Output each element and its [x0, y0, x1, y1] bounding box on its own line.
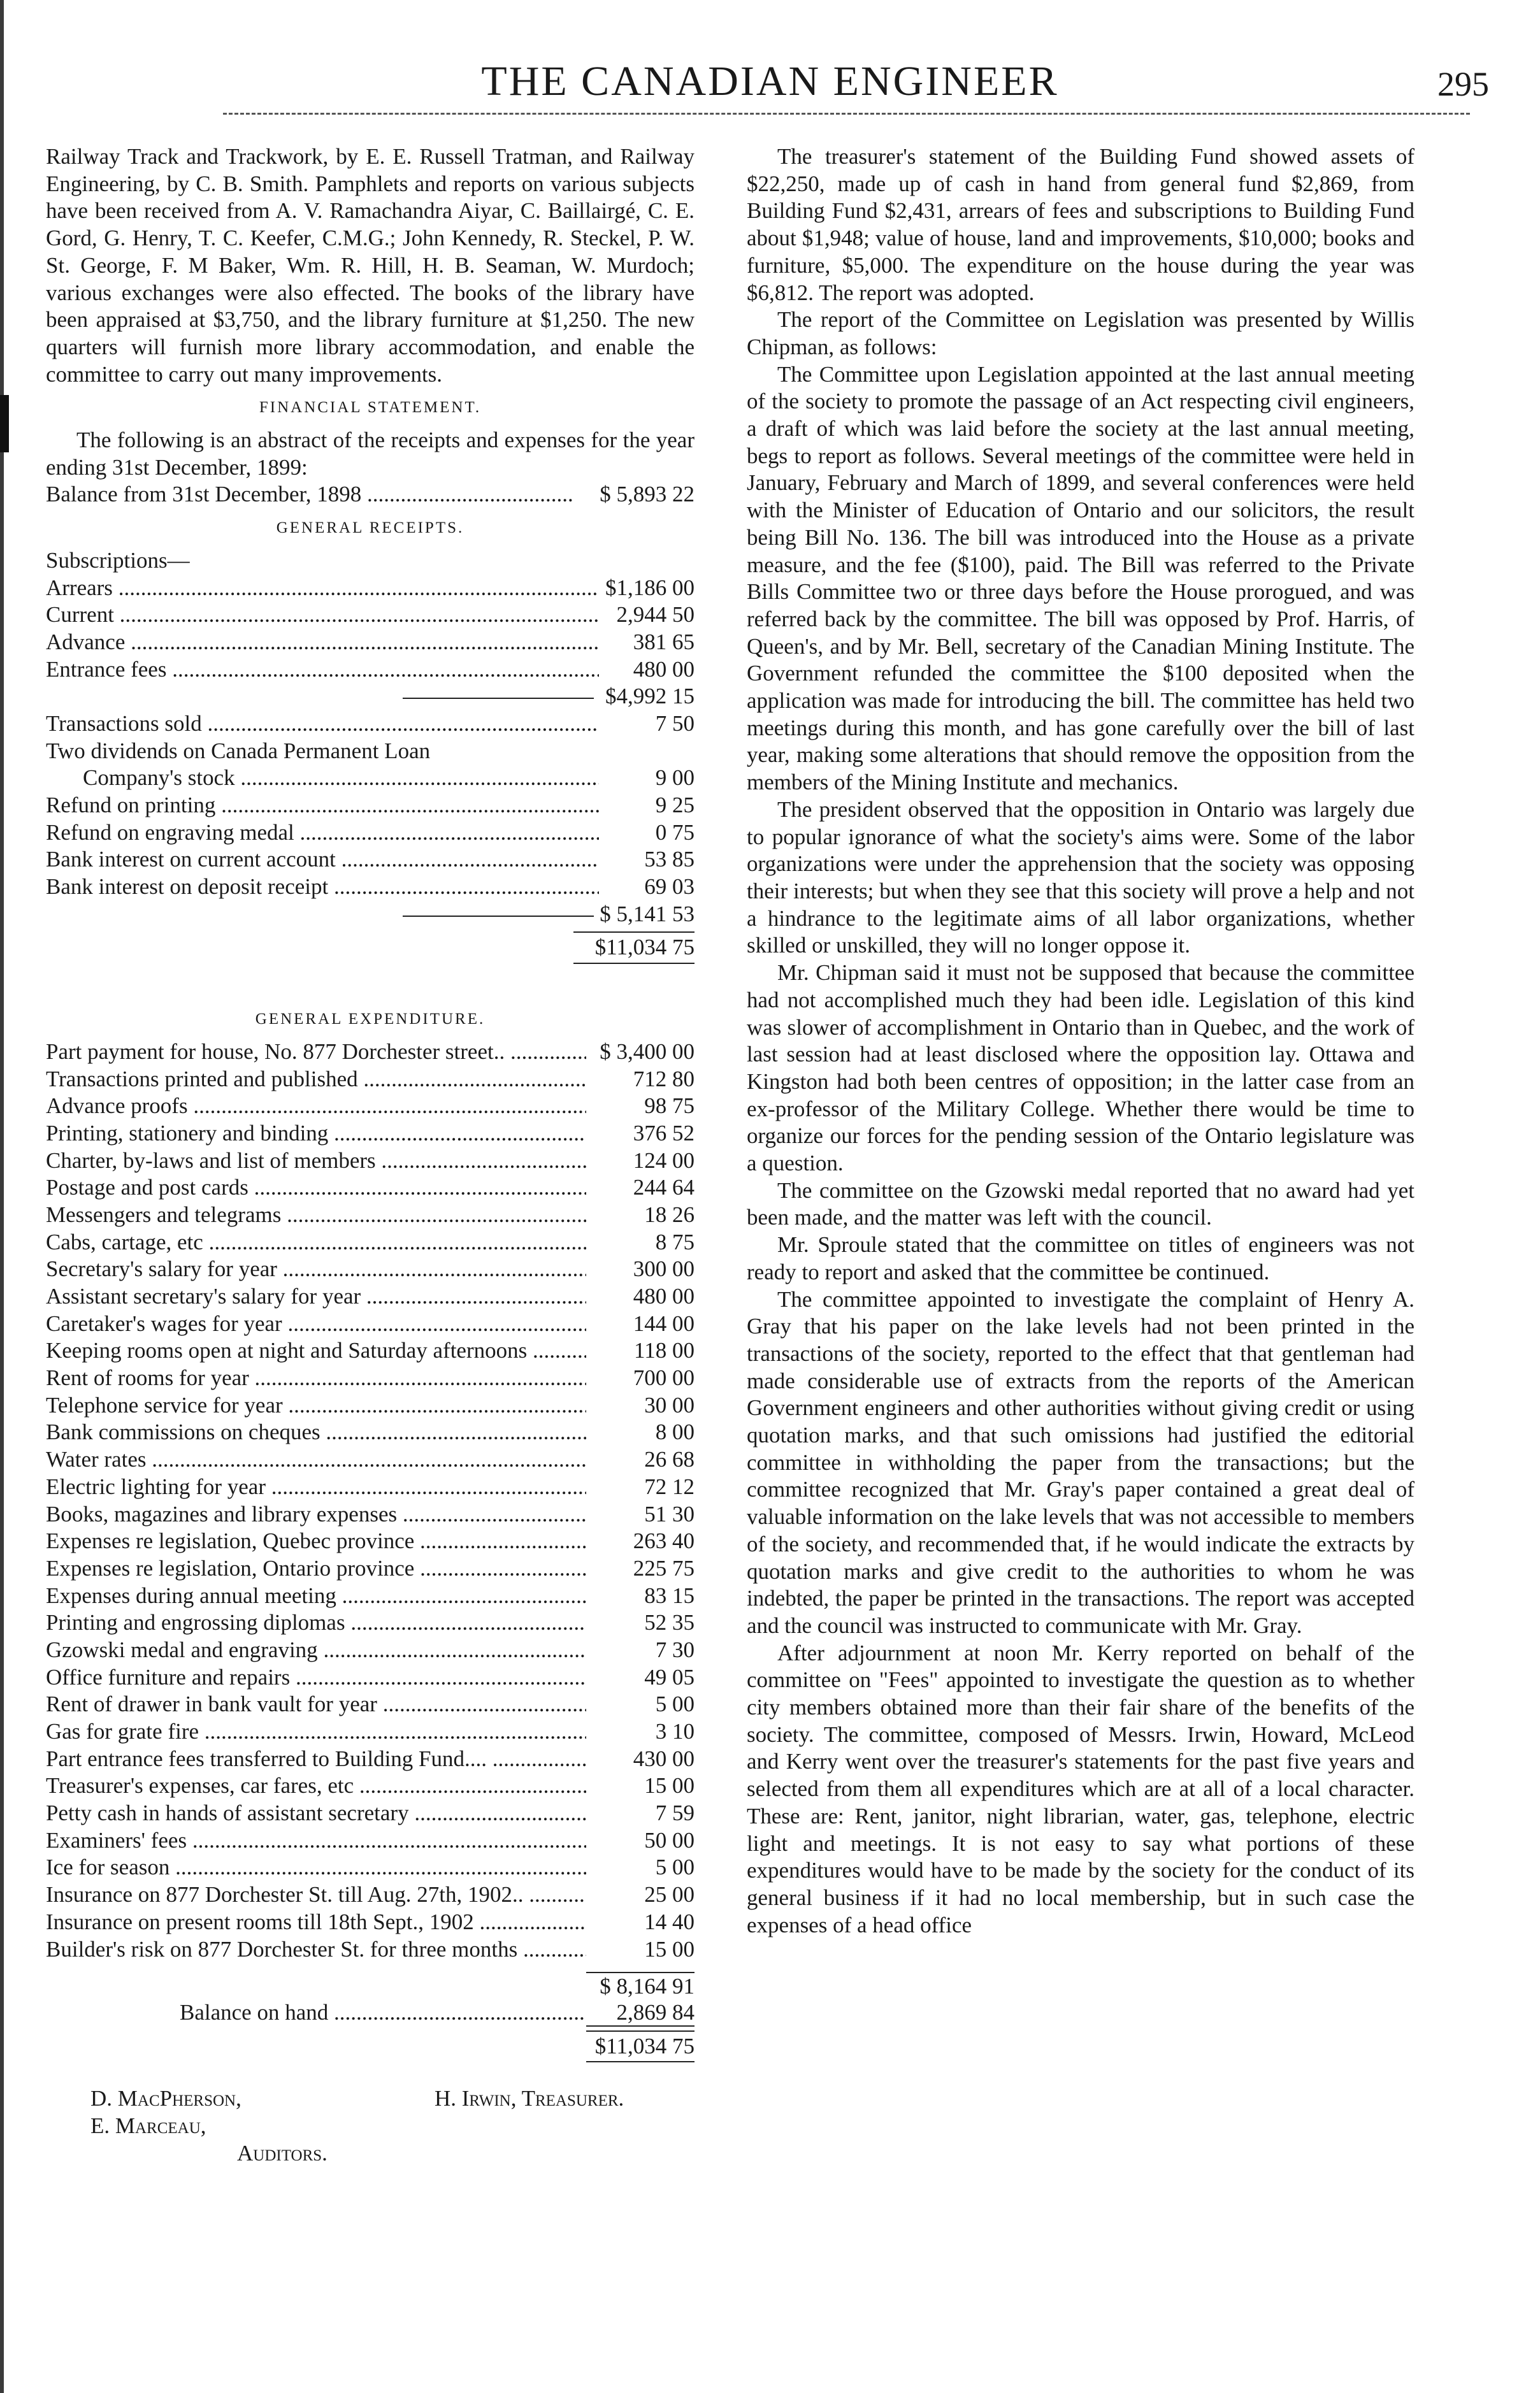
- ledger-amount: 18 26: [644, 1202, 694, 1227]
- ledger-label: Bank commissions on cheques .....: [46, 1419, 586, 1446]
- ledger-amount: 7 50: [655, 710, 694, 736]
- auditors-label: Auditors.: [237, 2141, 327, 2166]
- balance-from-amount: $ 5,893 22: [600, 482, 694, 507]
- ledger-amount: 69 03: [644, 874, 694, 900]
- subscriptions-total-row: [46, 683, 694, 710]
- expenditure-row: [46, 1120, 694, 1147]
- expenditure-row: [46, 1337, 694, 1365]
- scan-edge: [0, 0, 4, 2393]
- ledger-amount: 0 75: [655, 819, 694, 845]
- ledger-label: Cabs, cartage, etc .....: [46, 1229, 586, 1256]
- ledger-amount: 7 59: [655, 1800, 694, 1826]
- ledger-amount: 49 05: [644, 1664, 694, 1690]
- receipt-row: [46, 819, 694, 847]
- expenditure-row: [46, 1446, 694, 1474]
- ledger-label: Gzowski medal and engraving .....: [46, 1637, 586, 1664]
- paragraph: The Committee upon Legislation appointed at the last annual meeting of the society to promote the passage of an Act respecting civil engineers, a draft of which was laid before the society at the last annual meeting, begs to report as follows. Several meetings of the committee were held in January, February and March of 1899, and several conferences were held with the Minister of Education of Ontario and our solicitors, the result being Bill No. 136. The bill was introduced into the House as a private measure, and the fee ($100), paid. The Bill was referred to the Private Bills Committee two or three days before the House prorogued, and was referred back by the committee. The bill was opposed by Prof. Harris, of Queen's, and by Mr. Bell, secretary of the Canadian Mining Institute. The Government refunded the committee the $100 deposited when the application was made for introducing the bill. The committee has held two meetings during this month, and has gone carefully over the bill of last year, making some alterations that should remove the opposition from the members of the Mining Institute and mechanics.: [747, 361, 1414, 795]
- balance-on-hand-label: Balance on hand .....: [46, 1999, 586, 2027]
- ledger-amount: 14 40: [644, 1909, 694, 1934]
- ledger-amount: 5 00: [655, 1855, 694, 1880]
- ledger-label: Part payment for house, No. 877 Dorchester street.. .....: [46, 1038, 586, 1066]
- ledger-label: Advance .....: [46, 629, 599, 656]
- expenditure-row: [46, 1772, 694, 1800]
- ledger-label: Advance proofs .....: [46, 1093, 586, 1120]
- ledger-label: Company's stock .....: [83, 765, 599, 792]
- auditor-macpherson: D. MacPherson,: [90, 2086, 241, 2111]
- expenditure-row: [46, 1474, 694, 1501]
- ledger-label: Caretaker's wages for year .....: [46, 1311, 586, 1338]
- expenditure-row: [46, 1528, 694, 1555]
- expenditure-row: [46, 1637, 694, 1664]
- subscriptions-list: [46, 575, 694, 684]
- subscriptions-total: $4,992 15: [605, 684, 694, 709]
- ledger-amount: 51 30: [644, 1501, 694, 1527]
- expenditure-row: [46, 1609, 694, 1637]
- ledger-amount: 263 40: [633, 1528, 694, 1554]
- receipt-row: [46, 710, 694, 738]
- ledger-label: Printing and engrossing diplomas .....: [46, 1609, 586, 1637]
- expenditure-row: [46, 1419, 694, 1446]
- receipts-list: [46, 710, 694, 901]
- ledger-label: Rent of rooms for year .....: [46, 1365, 586, 1392]
- ledger-amount: 83 15: [644, 1583, 694, 1608]
- ledger-label: Insurance on 877 Dorchester St. till Aug. 27th, 1902.. .....: [46, 1881, 586, 1909]
- balance-from-row: [46, 481, 694, 508]
- receipts-total: $ 5,141 53: [600, 901, 694, 926]
- auditor-marceau: E. Marceau,: [90, 2113, 206, 2139]
- subscription-row: [46, 629, 694, 656]
- ledger-label: Ice for season .....: [46, 1854, 586, 1881]
- ledger-label: Petty cash in hands of assistant secretary .....: [46, 1800, 586, 1827]
- expenditure-list: [46, 1038, 694, 1963]
- subscription-row: [46, 601, 694, 629]
- ledger-label: Builder's risk on 877 Dorchester St. for three months .....: [46, 1936, 586, 1964]
- ledger-label: Part entrance fees transferred to Building Fund.... .....: [46, 1746, 586, 1773]
- ledger-label: Bank interest on current account .....: [46, 846, 599, 873]
- ledger-amount: 7 30: [655, 1637, 694, 1662]
- journal-title: THE CANADIAN ENGINEER: [481, 58, 1059, 104]
- ledger-amount: $1,186 00: [605, 575, 694, 600]
- paragraph: The treasurer's statement of the Building Fund showed assets of $22,250, made up of cash in hand from general fund $2,869, from Building Fund $2,431, arrears of fees and subscriptions to Building Fund about $1,948; value of house, land and improvements, $10,000; books and furniture, $5,000. The expenditure on the house during the year was $6,812. The report was adopted.: [747, 144, 1414, 305]
- ledger-label: Books, magazines and library expenses .....: [46, 1501, 586, 1528]
- ledger-label: Keeping rooms open at night and Saturday afternoons .....: [46, 1337, 586, 1365]
- receipt-row: [46, 765, 694, 792]
- expenditure-row: [46, 1093, 694, 1120]
- ledger-amount: 381 65: [633, 629, 694, 654]
- balance-from-label: Balance from 31st December, 1898 .....: [46, 481, 573, 508]
- grand-total-receipts-row: [46, 928, 694, 968]
- ledger-amount: 376 52: [633, 1120, 694, 1146]
- ledger-amount: 50 00: [644, 1827, 694, 1853]
- expenditure-row: [46, 1283, 694, 1311]
- ledger-label: Electric lighting for year .....: [46, 1474, 586, 1501]
- grand-total-receipts: $11,034 75: [573, 931, 694, 964]
- ledger-label: Bank interest on deposit receipt .....: [46, 873, 599, 901]
- expenditure-row: [46, 1147, 694, 1175]
- ledger-amount: 2,944 50: [616, 602, 694, 628]
- grand-total-expenditure: $11,034 75: [586, 2030, 694, 2063]
- ledger-amount: 25 00: [644, 1882, 694, 1908]
- ledger-label: Expenses during annual meeting .....: [46, 1583, 586, 1610]
- ledger-label: Secretary's salary for year .....: [46, 1256, 586, 1283]
- ledger-amount: 53 85: [644, 847, 694, 872]
- expenditure-row: [46, 1256, 694, 1283]
- ledger-amount: 118 00: [634, 1338, 694, 1363]
- ledger-label: Assistant secretary's salary for year .....: [46, 1283, 586, 1311]
- expenditure-row: [46, 1066, 694, 1093]
- expenditure-row: [46, 1392, 694, 1419]
- paragraph: After adjournment at noon Mr. Kerry reported on behalf of the committee on "Fees" appointed to investigate the question as to whether city members obtained more than their fair share of the benefits of the society. The committee, composed of Messrs. Irwin, Howard, McLeod and Kerry went over the treasurer's statements for the past five years and selected from them all expenditures which are at all of a local character. These are: Rent, janitor, night librarian, water, gas, telephone, electric light and meetings. It is not easy to say what portions of these expenditures would have to be made by the society for the conduct of its general business if it had no local membership, but in such case the expenses of a head office: [747, 1640, 1414, 1937]
- ledger-amount: 98 75: [644, 1093, 694, 1119]
- ledger-amount: 26 68: [644, 1447, 694, 1472]
- expenditure-row: [46, 1174, 694, 1202]
- ledger-label: Charter, by-laws and list of members .....: [46, 1147, 586, 1175]
- ledger-label: Refund on printing .....: [46, 792, 599, 819]
- ledger-label: Telephone service for year .....: [46, 1392, 586, 1419]
- scan-tab: [0, 395, 9, 452]
- ledger-amount: 8 75: [655, 1229, 694, 1254]
- expenditure-row: [46, 1909, 694, 1936]
- balance-on-hand-row: [46, 1999, 694, 2027]
- expenditure-row: [46, 1746, 694, 1773]
- library-paragraph: Railway Track and Trackwork, by E. E. Russell Tratman, and Railway Engineering, by C. B. Smith. Pamphlets and reports on various subjects have been received from A. V. Ramachandra Aiyar, C. Baillairgé, C. E. Gord, G. Henry, T. C. Keefer, C.M.G.; John Kennedy, R. Steckel, P. W. St. George, F. M Baker, Wm. R. Hill, H. B. Seaman, W. Murdoch; various exchanges were also effected. The books of the library have been appraised at $3,750, and the library furniture at $1,250. The new quarters will furnish more library accommodation, and enable the committee to carry out many improvements.: [46, 144, 694, 387]
- balance-on-hand-amount: 2,869 84: [586, 1999, 694, 2027]
- ledger-amount: 8 00: [655, 1419, 694, 1445]
- expenditure-row: [46, 1038, 694, 1066]
- ledger-amount: 124 00: [633, 1147, 694, 1173]
- ledger-amount: 144 00: [633, 1311, 694, 1336]
- right-column: [747, 143, 1414, 1939]
- paragraph: The committee on the Gzowski medal reported that no award had yet been made, and the matter was left with the council.: [747, 1177, 1414, 1230]
- expenditure-row: [46, 1881, 694, 1909]
- financial-heading: FINANCIAL STATEMENT.: [259, 399, 482, 417]
- ledger-amount: $ 3,400 00: [600, 1038, 694, 1064]
- ledger-amount: 72 12: [644, 1474, 694, 1499]
- ledger-amount: 244 64: [633, 1175, 694, 1200]
- expenditure-row: [46, 1202, 694, 1229]
- ledger-label: Messengers and telegrams .....: [46, 1202, 586, 1229]
- expenditure-row: [46, 1229, 694, 1256]
- ledger-label: Printing, stationery and binding .....: [46, 1120, 586, 1147]
- ledger-label: Rent of drawer in bank vault for year .....: [46, 1691, 586, 1718]
- ledger-label: Postage and post cards .....: [46, 1174, 586, 1202]
- ledger-label: Entrance fees .....: [46, 656, 599, 684]
- treasurer-signature: H. Irwin, Treasurer.: [435, 2086, 624, 2111]
- expenditure-row: [46, 1691, 694, 1718]
- ledger-amount: 712 80: [633, 1066, 694, 1091]
- expenditure-row: [46, 1664, 694, 1692]
- ledger-amount: 15 00: [644, 1936, 694, 1962]
- signatures: [46, 2085, 694, 2168]
- subscription-row: [46, 656, 694, 684]
- ledger-label: Expenses re legislation, Quebec province .....: [46, 1528, 586, 1555]
- expenditure-row: [46, 1583, 694, 1610]
- expenditure-row: [46, 1501, 694, 1528]
- expenditure-row: [46, 1827, 694, 1855]
- ledger-amount: 9 00: [655, 765, 694, 791]
- ledger-amount: 5 00: [655, 1692, 694, 1717]
- expenditure-row: [46, 1311, 694, 1338]
- paragraph: The president observed that the opposition in Ontario was largely due to popular ignorance of what the society's aims were. Some of the labor organizations were under the apprehension that the society was opposing their interests; but when they see that this society will prove a help and not a hindrance to the legitimate aims of all labor organizations, whether skilled or unskilled, they will no longer oppose it.: [747, 796, 1414, 958]
- financial-intro: The following is an abstract of the receipts and expenses for the year ending 31st December, 1899:: [46, 428, 694, 480]
- expenditure-heading: GENERAL EXPENDITURE.: [255, 1010, 486, 1028]
- expenditure-row: [46, 1936, 694, 1964]
- ledger-label: Water rates .....: [46, 1446, 586, 1474]
- paragraph: Mr. Chipman said it must not be supposed that because the committee had not accomplished much they had been idle. Legislation of this kind was slower of accomplishment in Ontario than in Quebec, and the work of last session had at least disclosed where the opposition lay. Ottawa and Kingston had both been centres of opposition; in the latter case from an ex-professor of the Military College. Whether there would be time to organize our forces for the pending session of the Ontario legislature was a question.: [747, 960, 1414, 1176]
- ledger-amount: 9 25: [655, 793, 694, 818]
- ledger-amount: 52 35: [644, 1610, 694, 1635]
- expenditure-row: [46, 1800, 694, 1827]
- receipt-label-line: Two dividends on Canada Permanent Loan: [46, 738, 431, 763]
- expenditure-row: [46, 1365, 694, 1392]
- ledger-amount: 480 00: [633, 656, 694, 682]
- subscription-row: [46, 575, 694, 602]
- expenditure-total-row: [46, 1972, 694, 1999]
- receipt-row: [46, 873, 694, 901]
- ledger-label: Gas for grate fire .....: [46, 1718, 586, 1746]
- receipt-row: [46, 846, 694, 873]
- ledger-label: Examiners' fees .....: [46, 1827, 586, 1855]
- receipts-total-row: [46, 901, 694, 928]
- expenditure-row: [46, 1555, 694, 1583]
- header-rule: [223, 113, 1470, 115]
- ledger-label: Office furniture and repairs .....: [46, 1664, 586, 1692]
- ledger-amount: 3 10: [655, 1719, 694, 1744]
- ledger-amount: 15 00: [644, 1773, 694, 1799]
- subscriptions-label: Subscriptions—: [46, 547, 190, 573]
- ledger-amount: 480 00: [633, 1284, 694, 1309]
- ledger-amount: 700 00: [633, 1365, 694, 1391]
- left-column: [46, 143, 694, 2168]
- expenditure-total: $ 8,164 91: [586, 1972, 694, 1999]
- receipt-row: [46, 792, 694, 819]
- ledger-amount: 30 00: [644, 1392, 694, 1418]
- ledger-label: Arrears .....: [46, 575, 599, 602]
- ledger-label: Refund on engraving medal .....: [46, 819, 599, 847]
- grand-total-expenditure-row: [46, 2027, 694, 2067]
- ledger-label: Insurance on present rooms till 18th Sept., 1902 .....: [46, 1909, 586, 1936]
- ledger-amount: 225 75: [633, 1555, 694, 1581]
- expenditure-row: [46, 1718, 694, 1746]
- ledger-label: Treasurer's expenses, car fares, etc .....: [46, 1772, 586, 1800]
- ledger-label: Transactions sold .....: [46, 710, 599, 738]
- ledger-label: Transactions printed and published .....: [46, 1066, 586, 1093]
- page-header: [45, 58, 1495, 118]
- paragraph: The report of the Committee on Legislation was presented by Willis Chipman, as follows:: [747, 307, 1414, 359]
- page-number: 295: [1437, 65, 1489, 103]
- paragraph: Mr. Sproule stated that the committee on titles of engineers was not ready to report and asked that the committee be continued.: [747, 1232, 1414, 1284]
- ledger-amount: 430 00: [633, 1746, 694, 1771]
- ledger-amount: 300 00: [633, 1256, 694, 1282]
- ledger-label: Current .....: [46, 601, 599, 629]
- expenditure-row: [46, 1854, 694, 1881]
- ledger-label: Expenses re legislation, Ontario province .....: [46, 1555, 586, 1583]
- receipts-heading: GENERAL RECEIPTS.: [276, 519, 464, 537]
- paragraph: The committee appointed to investigate the complaint of Henry A. Gray that his paper on the lake levels had not been printed in the transactions of the society, reported to the effect that that gentleman had made considerable use of extracts from the reports of the American Government engineers and other authorities without giving credit or using quotation marks, and that such omissions had justified the editorial committee in withholding the paper from the transactions; but the committee recognized that Mr. Gray's paper contained a great deal of valuable information on the lake levels that was not accessible to members of the society, and recommended that, if he would indicate the extracts by quotation marks and give credit to the authorities to whom he was indebted, the paper be printed in the transactions. The report was accepted and the council was instructed to communicate with Mr. Gray.: [747, 1286, 1414, 1638]
